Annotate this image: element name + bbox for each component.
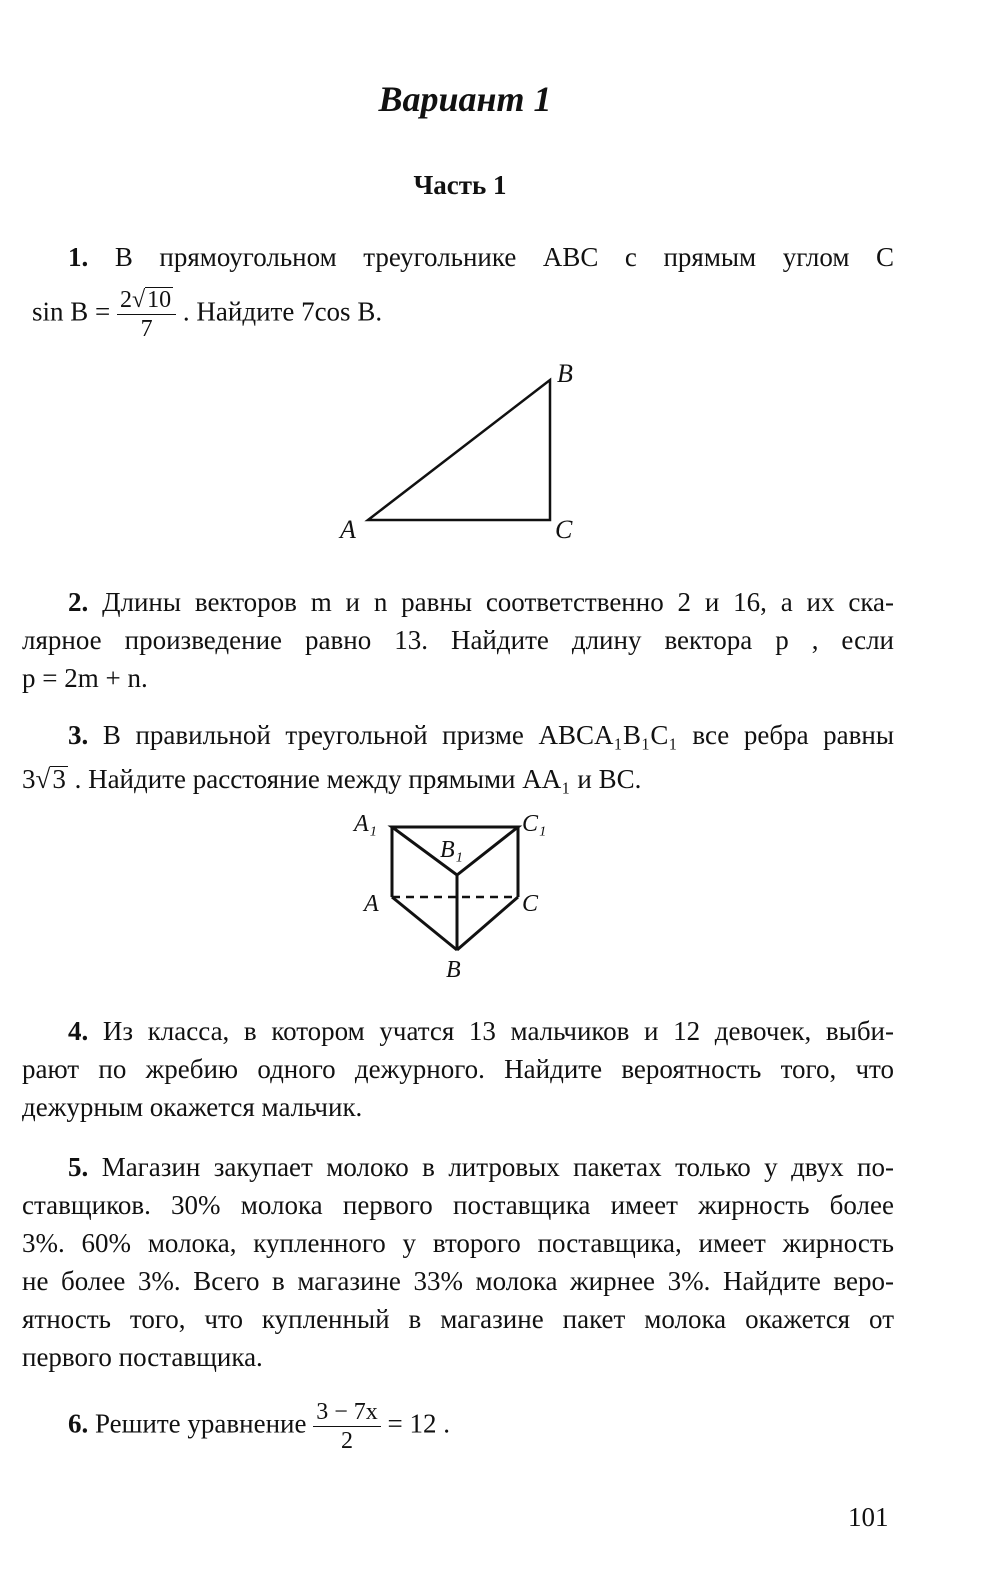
variant-title: Вариант 1 [378, 79, 552, 119]
problem-1-line-1 [68, 240, 894, 274]
vertex-a-label: A [340, 515, 356, 544]
problem-5-line-2: ставщиков. 30% молока первого поставщика имеет жирность более [22, 1190, 894, 1220]
equation-numerator: 3 − 7x [313, 1398, 381, 1427]
problem-3-text-1: В правильной треугольной призме ABCA₁B₁C₁ все ребра равны [102, 720, 895, 750]
problem-1-number: 1. [68, 242, 89, 272]
problem-3-line-1 [68, 718, 894, 752]
problem-4-text-1: Из класса, в котором учатся 13 мальчиков и 12 девочек, выби- [102, 1016, 894, 1046]
equation-denominator: 2 [340, 1428, 353, 1454]
edge-ab [392, 897, 457, 950]
problem-2-text-1: Длины векторов m и n равны соответственно 2 и 16, а их ска- [102, 587, 895, 617]
equation-rhs: = 12 . [387, 1408, 450, 1439]
sin-fraction [117, 286, 176, 343]
vertex-a1-label: A₁ [354, 811, 378, 837]
problem-4-line-1 [68, 1014, 894, 1048]
problem-5-text-1: Магазин закупает молоко в литровых пакетах только у двух по- [101, 1152, 894, 1182]
vertex-c1-label: C₁ [522, 811, 547, 837]
problem-2-number: 2. [68, 587, 89, 617]
problem-4-line-2: рают по жребию одного дежурного. Найдите вероятность того, что [22, 1054, 894, 1084]
vertex-c-label: C [522, 891, 539, 917]
edge-radicand: 3 [52, 764, 66, 794]
sin-fraction-numerator: 2√10 [117, 286, 176, 315]
right-triangle-figure [320, 350, 620, 550]
problem-5-line-5: ятность того, что купленный в магазине пакет молока окажется от [22, 1304, 894, 1334]
vertex-c-label: C [555, 515, 573, 544]
problem-1-question: . Найдите 7cos B. [182, 296, 383, 327]
problem-3-question: . Найдите расстояние между прямыми AA₁ и BC. [74, 764, 642, 794]
problem-4-number: 4. [68, 1016, 89, 1046]
problem-2-line-3: p = 2m + n. [22, 663, 148, 693]
vertex-b-label: B [446, 957, 461, 983]
coef: 2 [120, 287, 132, 313]
problem-6-text: Решите уравнение [95, 1408, 307, 1439]
problem-5-line-3: 3%. 60% молока, купленного у второго поставщика, имеет жирность [22, 1228, 894, 1258]
problem-5-line-4: не более 3%. Всего в магазине 33% молока жирнее 3%. Найдите веро- [22, 1266, 894, 1296]
vertex-a-label: A [364, 891, 379, 917]
problem-5-line-6: первого поставщика. [22, 1342, 263, 1372]
problem-6-number: 6. [68, 1408, 89, 1439]
problem-5-number: 5. [68, 1152, 89, 1182]
problem-3-number: 3. [68, 720, 89, 750]
sin-label: sin B = [32, 296, 111, 327]
problem-3-line-2: 3√3 . Найдите расстояние между прямыми AA₁ и BC. [22, 764, 642, 794]
radicand: 10 [147, 287, 172, 313]
problem-5-line-1 [68, 1150, 894, 1184]
equation-fraction [313, 1398, 381, 1455]
problem-1-line-2 [32, 286, 382, 343]
sin-fraction-denominator: 7 [140, 316, 153, 342]
part-heading: Часть 1 [413, 170, 507, 200]
problem-1-text: В прямоугольном треугольнике ABC с прямым углом C [114, 242, 895, 272]
vertex-b-label: B [557, 359, 573, 388]
prism-figure [340, 805, 570, 985]
edge-coef: 3 [22, 764, 36, 794]
triangle-abc [368, 380, 550, 520]
page-number: 101 [848, 1502, 889, 1532]
vertex-b1-label: B₁ [440, 837, 464, 863]
problem-6-line [68, 1398, 450, 1455]
problem-2-line-1 [68, 585, 894, 619]
problem-4-line-3: дежурным окажется мальчик. [22, 1092, 363, 1122]
problem-2-line-2: лярное произведение равно 13. Найдите длину вектора p , если [22, 625, 894, 655]
edge-bc [457, 897, 518, 950]
